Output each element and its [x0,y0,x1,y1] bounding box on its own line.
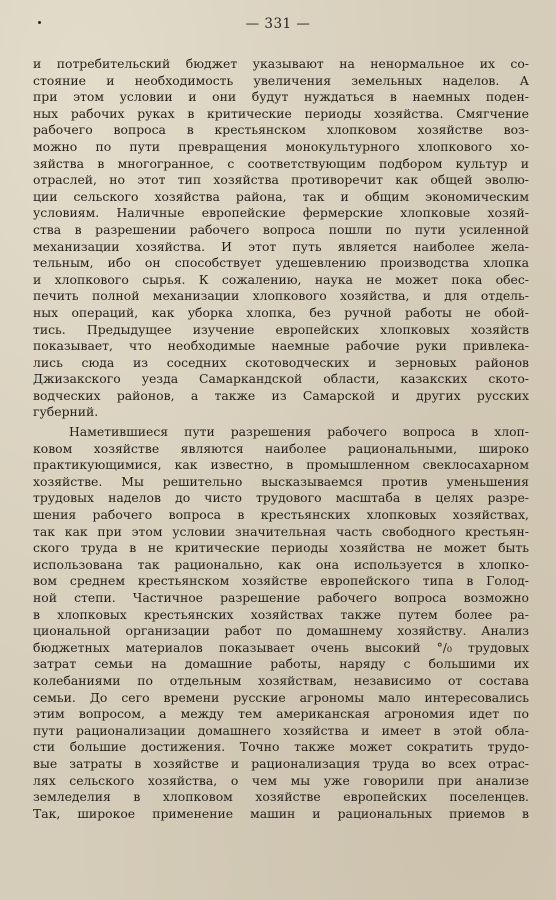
text-line: ных рабочих руках в критические периоды хозяйства. Смягчение [33,105,529,121]
text-line: при этом условии и они будут нуждаться в наемных поден- [33,89,529,105]
text-line: ных операций, как уборка хлопка, без ручной работы не обой- [33,304,529,320]
text-line: лях сельского хозяйства, о чем мы уже говорили при анализе [33,772,529,788]
text-line: циональной организации работ по домашнему хозяйству. Анализ [33,623,529,639]
text-line: рабочего вопроса в крестьянском хлопковом хозяйстве воз- [33,122,529,138]
text-line: ной степи. Частичное разрешение рабочего вопроса возможно [33,590,529,605]
text-line: можно по пути превращения монокультурного хлопкового хо- [33,138,529,154]
text-line: вом среднем крестьянском хозяйстве европейского типа в Голод- [33,573,529,589]
text-line: вые затраты в хозяйстве и рационализация труда во всех отрас- [33,755,529,771]
text-line: шения рабочего вопроса в крестьянских хлопковых хозяйствах, [33,507,529,523]
text-line: трудовых наделов до чисто трудового масштаба в целях разре- [33,490,529,506]
text-line: в хлопковых крестьянских хозяйствах также путем более ра- [33,606,529,622]
text-line: затрат семьи на домашние работы, наряду с большими их [33,656,529,672]
text-line: практикующимися, как известно, в промышленном свеклосахарном [33,457,529,473]
text-line: бюджетных материалов показывает очень высокий °/₀ трудовых [33,639,529,655]
text-line: губерний. [33,404,99,420]
text-line: использована так рационально, как она используется в хлопко- [33,556,529,572]
text-line: колебаниями по отдельным хозяйствам, независимо от состава [33,672,529,688]
text-line: сти большие достижения. Точно также может сократить трудо- [33,739,529,755]
text-line: ства в разрешении рабочего вопроса пошли по пути усиленной [33,221,529,237]
text-line: тельным, ибо он способствует удешевлению производства хлопка [33,255,529,271]
text-line: водческих районов, а также из Самарской и других русских [33,387,529,403]
text-line: ции сельского хозяйства района, так и общим экономическим [33,188,529,204]
text-line: Джизакского уезда Самаркандской области, казакских ското- [33,371,529,387]
text-line: ковом хозяйстве являются наиболее рациональными, широко [33,440,529,456]
text-line: пути рационализации домашнего хозяйства и имеет в этой обла- [33,722,529,738]
text-line: Так, широкое применение машин и рациональных приемов в [33,805,529,821]
text-line: хозяйстве. Мы решительно высказываемся против уменьшения [33,473,529,489]
text-line: зяйства в многогранное, с соответствующим подбором культур и [33,155,529,171]
paragraph [33,56,529,421]
text-line: семьи. До сего времени русские агрономы мало интересовались [33,689,529,705]
text-line: и хлопкового сырья. К сожалению, наука не может пока обес- [33,271,529,287]
text-line: Наметившиеся пути разрешения рабочего вопроса в хлоп- [69,424,529,440]
text-line: и потребительский бюджет указывают на ненормальное их со- [33,56,529,71]
text-line: механизации хозяйства. И этот путь является наиболее жела- [33,238,529,254]
text-line: отраслей, но этот тип хозяйства противоречит как общей эволю- [33,172,529,188]
text-line: лись сюда из соседних скотоводческих и зерновых районов [33,354,529,370]
text-line: условиям. Наличные европейские фермерские хлопковые хозяй- [33,205,529,221]
text-line: стояние и необходимость увеличения земельных наделов. А [33,72,529,88]
page-number: — 331 — [245,16,311,32]
paragraph [33,424,529,822]
text-line: тись. Предыдущее изучение европейских хлопковых хозяйств [33,321,529,337]
text-line: печить полной механизации хлопкового хозяйства, и для отдель- [33,288,529,304]
text-line: земледелия в хлопковом хозяйстве европейских поселенцев. [33,789,529,805]
text-line: показывает, что необходимые наемные рабочие руки привлека- [33,338,529,354]
text-line: ского труда в не критические периоды хозяйства не может быть [33,540,529,556]
text-line: этим вопросом, а между тем американская агрономия идет по [33,706,529,722]
text-line: так как при этом условии значительная часть свободного крестьян- [33,523,529,539]
body-text [33,56,529,822]
